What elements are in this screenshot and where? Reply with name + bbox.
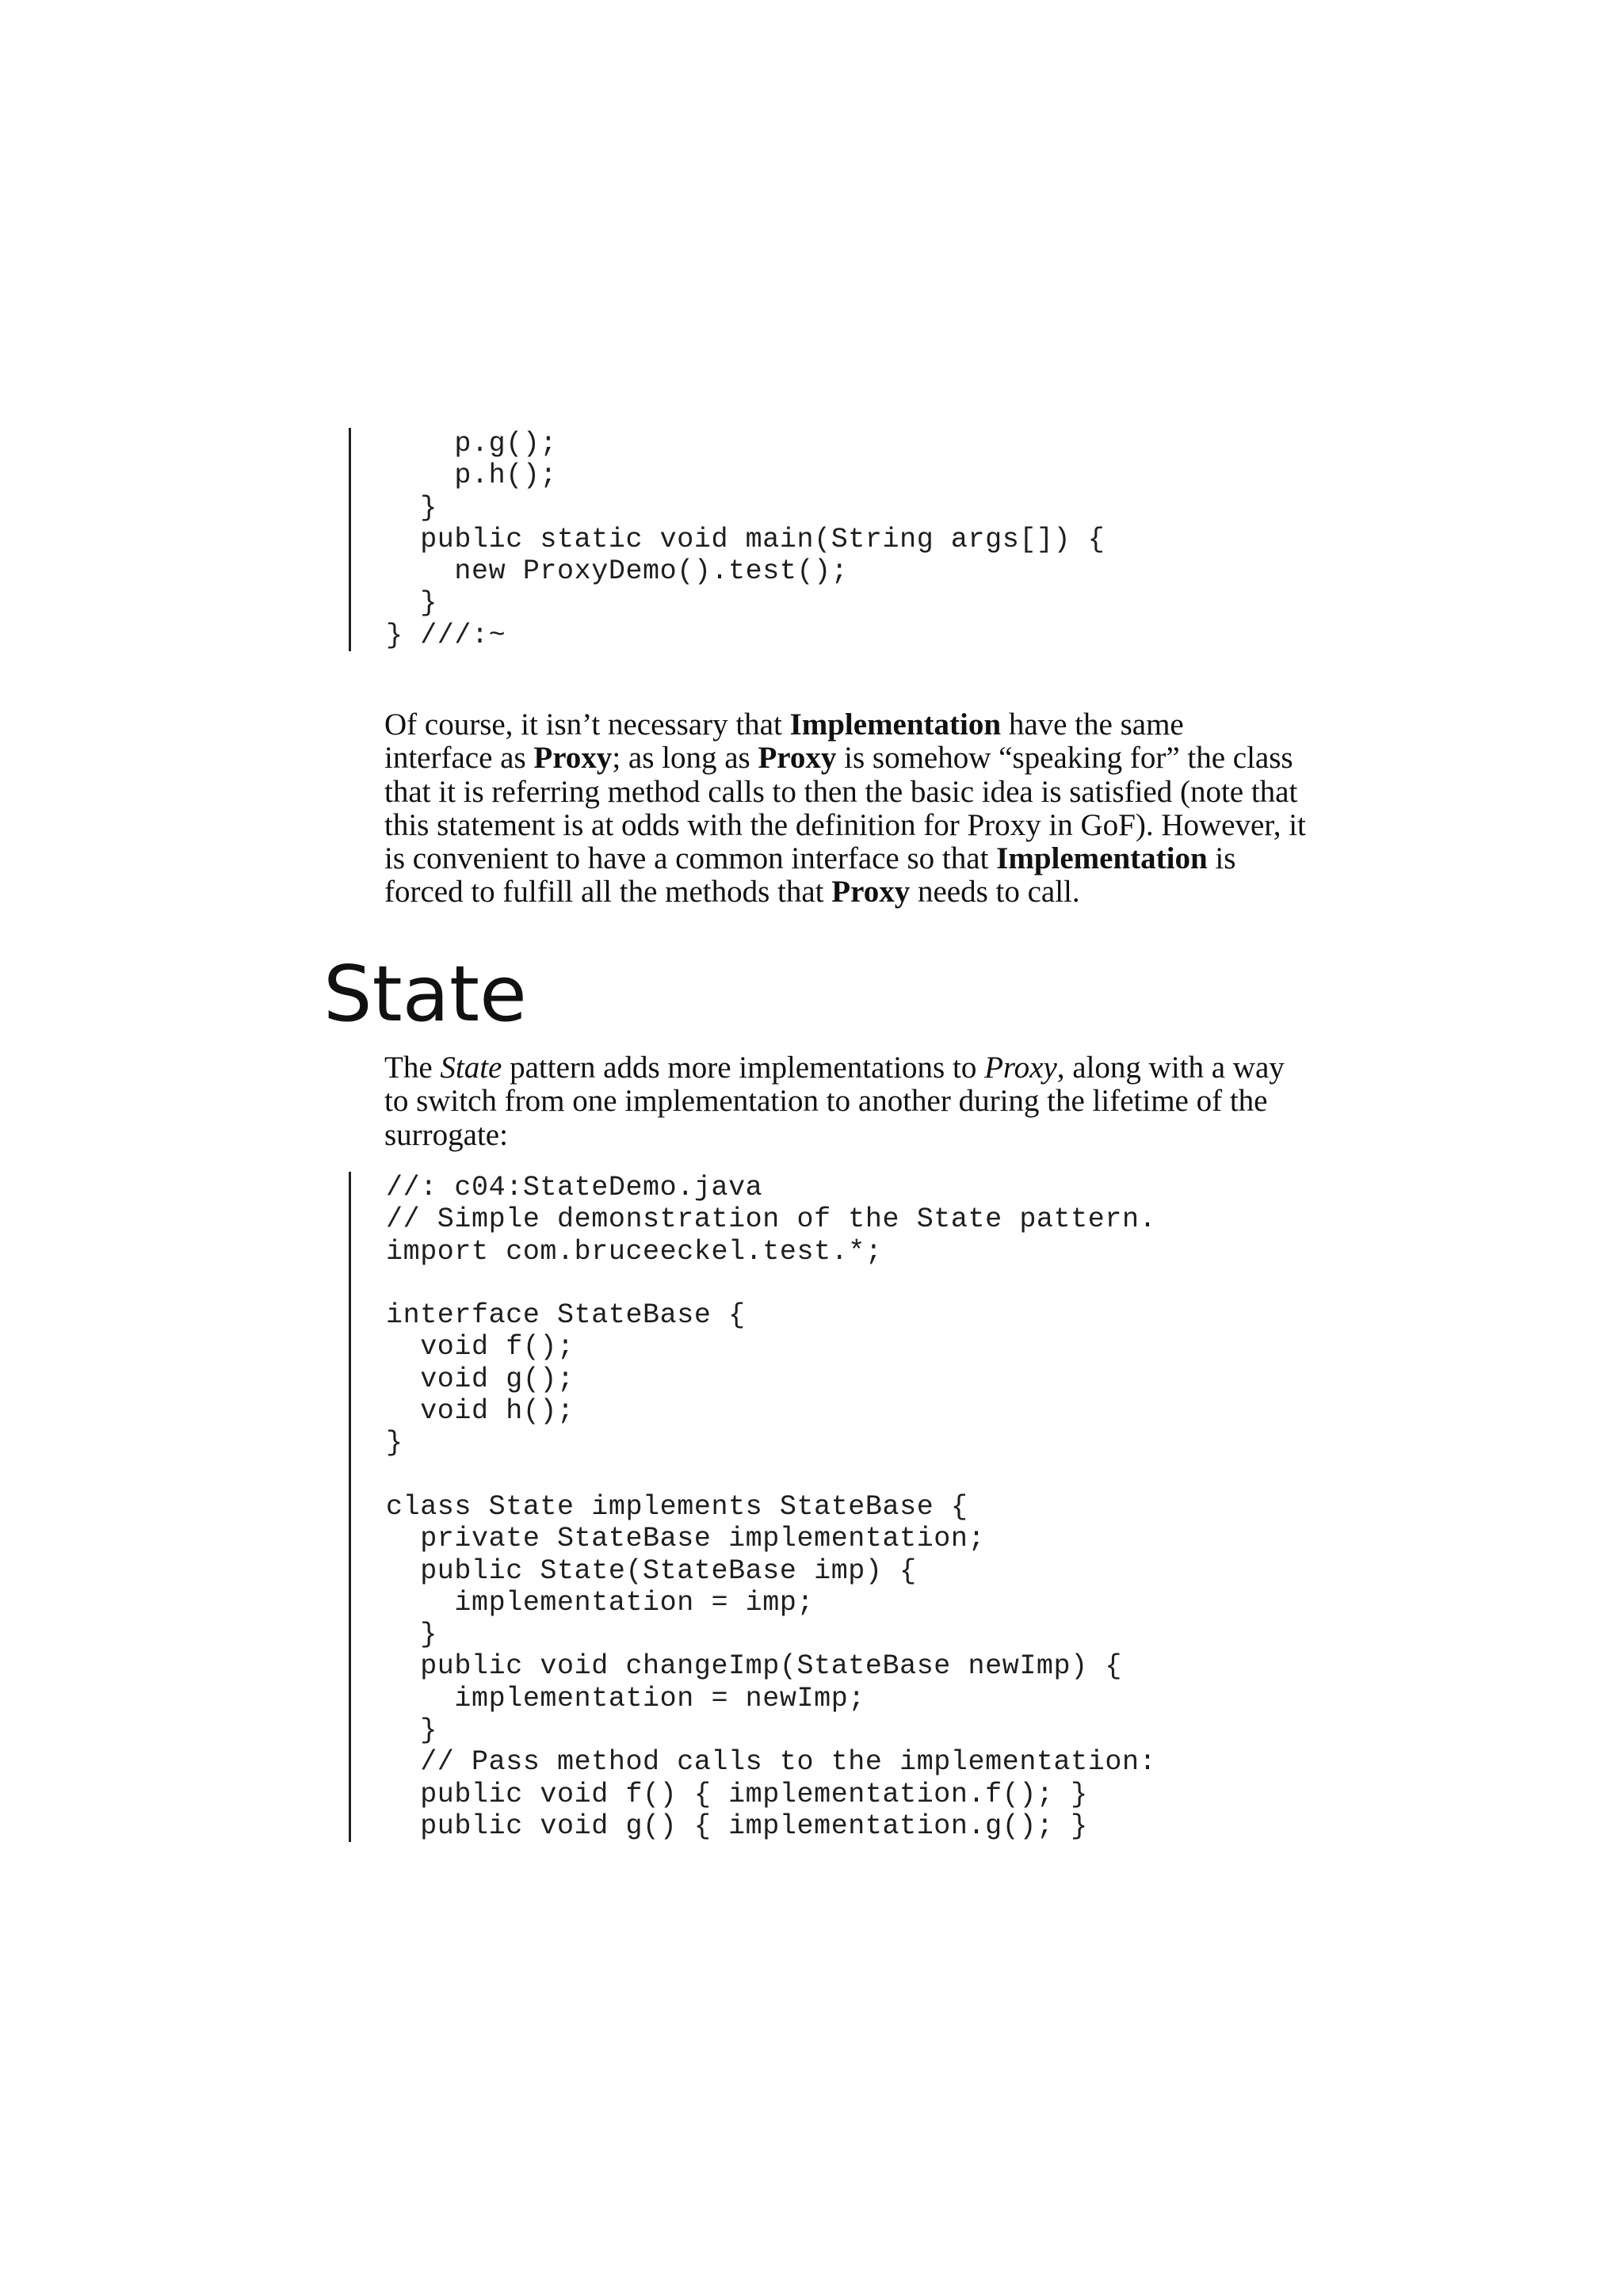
code-line: }	[386, 1427, 403, 1459]
code-line: }	[386, 1714, 437, 1747]
text-line	[384, 1051, 1367, 1085]
code-line: void h();	[386, 1395, 575, 1428]
italic-text-run: Proxy	[984, 1051, 1057, 1085]
code-line: interface StateBase {	[386, 1299, 746, 1332]
text-line	[384, 1085, 1367, 1118]
text-run: needs to call.	[910, 875, 1080, 910]
bold-text-run: Proxy	[831, 875, 911, 910]
text-run: that it is referring method calls to then the basic idea is satisfied (note that	[384, 774, 1298, 809]
body-paragraph-proxy-note	[384, 708, 1367, 910]
code-line: new ProxyDemo().test();	[386, 555, 849, 588]
code-line: void g();	[386, 1363, 575, 1395]
text-run: is somehow “speaking for” the class	[836, 741, 1293, 776]
bold-text-run: Proxy	[758, 741, 837, 776]
body-paragraph-state-intro	[384, 1051, 1367, 1152]
code-line: class State implements StateBase {	[386, 1490, 968, 1523]
bold-text-run: Implementation	[789, 707, 1002, 742]
text-line	[384, 842, 1367, 875]
code-line	[386, 1268, 1156, 1299]
text-run: surrogate:	[384, 1117, 508, 1152]
code-line: public void f() { implementation.f(); }	[386, 1778, 1088, 1810]
code-line: }	[386, 1619, 437, 1651]
text-line	[384, 776, 1367, 809]
code-listing-proxy-demo-end	[349, 428, 1105, 651]
text-line	[384, 1119, 1367, 1152]
code-line: void f();	[386, 1331, 575, 1363]
code-line: private StateBase implementation;	[386, 1523, 986, 1555]
code-line: }	[386, 491, 437, 524]
text-run: , along with a way	[1056, 1051, 1285, 1085]
text-line	[384, 809, 1367, 842]
code-line: implementation = imp;	[386, 1586, 815, 1619]
text-run: this statement is at odds with the definition for Proxy in GoF). However, it	[384, 807, 1306, 842]
text-run: ; as long as	[612, 741, 758, 776]
italic-text-run: State	[440, 1051, 502, 1085]
code-line: p.g();	[386, 428, 558, 460]
code-line: public State(StateBase imp) {	[386, 1554, 917, 1587]
text-run: interface as	[384, 741, 534, 776]
text-run: have the same	[1001, 707, 1184, 742]
code-line: //: c04:StateDemo.java	[386, 1172, 763, 1203]
code-line: }	[386, 587, 437, 620]
code-line: public static void main(String args[]) {	[386, 523, 1106, 555]
bold-text-run: Proxy	[533, 741, 613, 776]
text-line	[384, 875, 1367, 909]
code-line: implementation = newImp;	[386, 1682, 865, 1714]
code-line: // Simple demonstration of the State pattern.	[386, 1203, 1157, 1236]
code-line: } ///:~	[386, 619, 506, 651]
text-run: Of course, it isn’t necessary that	[384, 707, 790, 742]
code-line: // Pass method calls to the implementation:	[386, 1746, 1157, 1779]
text-run: is convenient to have a common interface so that	[384, 841, 997, 876]
text-run: to switch from one implementation to another during the lifetime of the	[384, 1084, 1268, 1119]
text-run: pattern adds more implementations to	[502, 1051, 985, 1085]
section-heading-state: State	[323, 949, 527, 1039]
code-line: p.h();	[386, 460, 558, 492]
code-line: public void changeImp(StateBase newImp) {	[386, 1650, 1122, 1683]
code-line	[386, 1459, 1156, 1491]
text-line	[384, 708, 1367, 742]
text-run: The	[384, 1051, 441, 1085]
code-line: public void g() { implementation.g(); }	[386, 1810, 1088, 1842]
text-run: forced to fulfill all the methods that	[384, 875, 832, 910]
code-listing-state-demo	[349, 1172, 1156, 1842]
bold-text-run: Implementation	[996, 841, 1208, 876]
text-line	[384, 742, 1367, 775]
code-line: import com.bruceeckel.test.*;	[386, 1235, 883, 1268]
text-run: is	[1207, 841, 1236, 876]
